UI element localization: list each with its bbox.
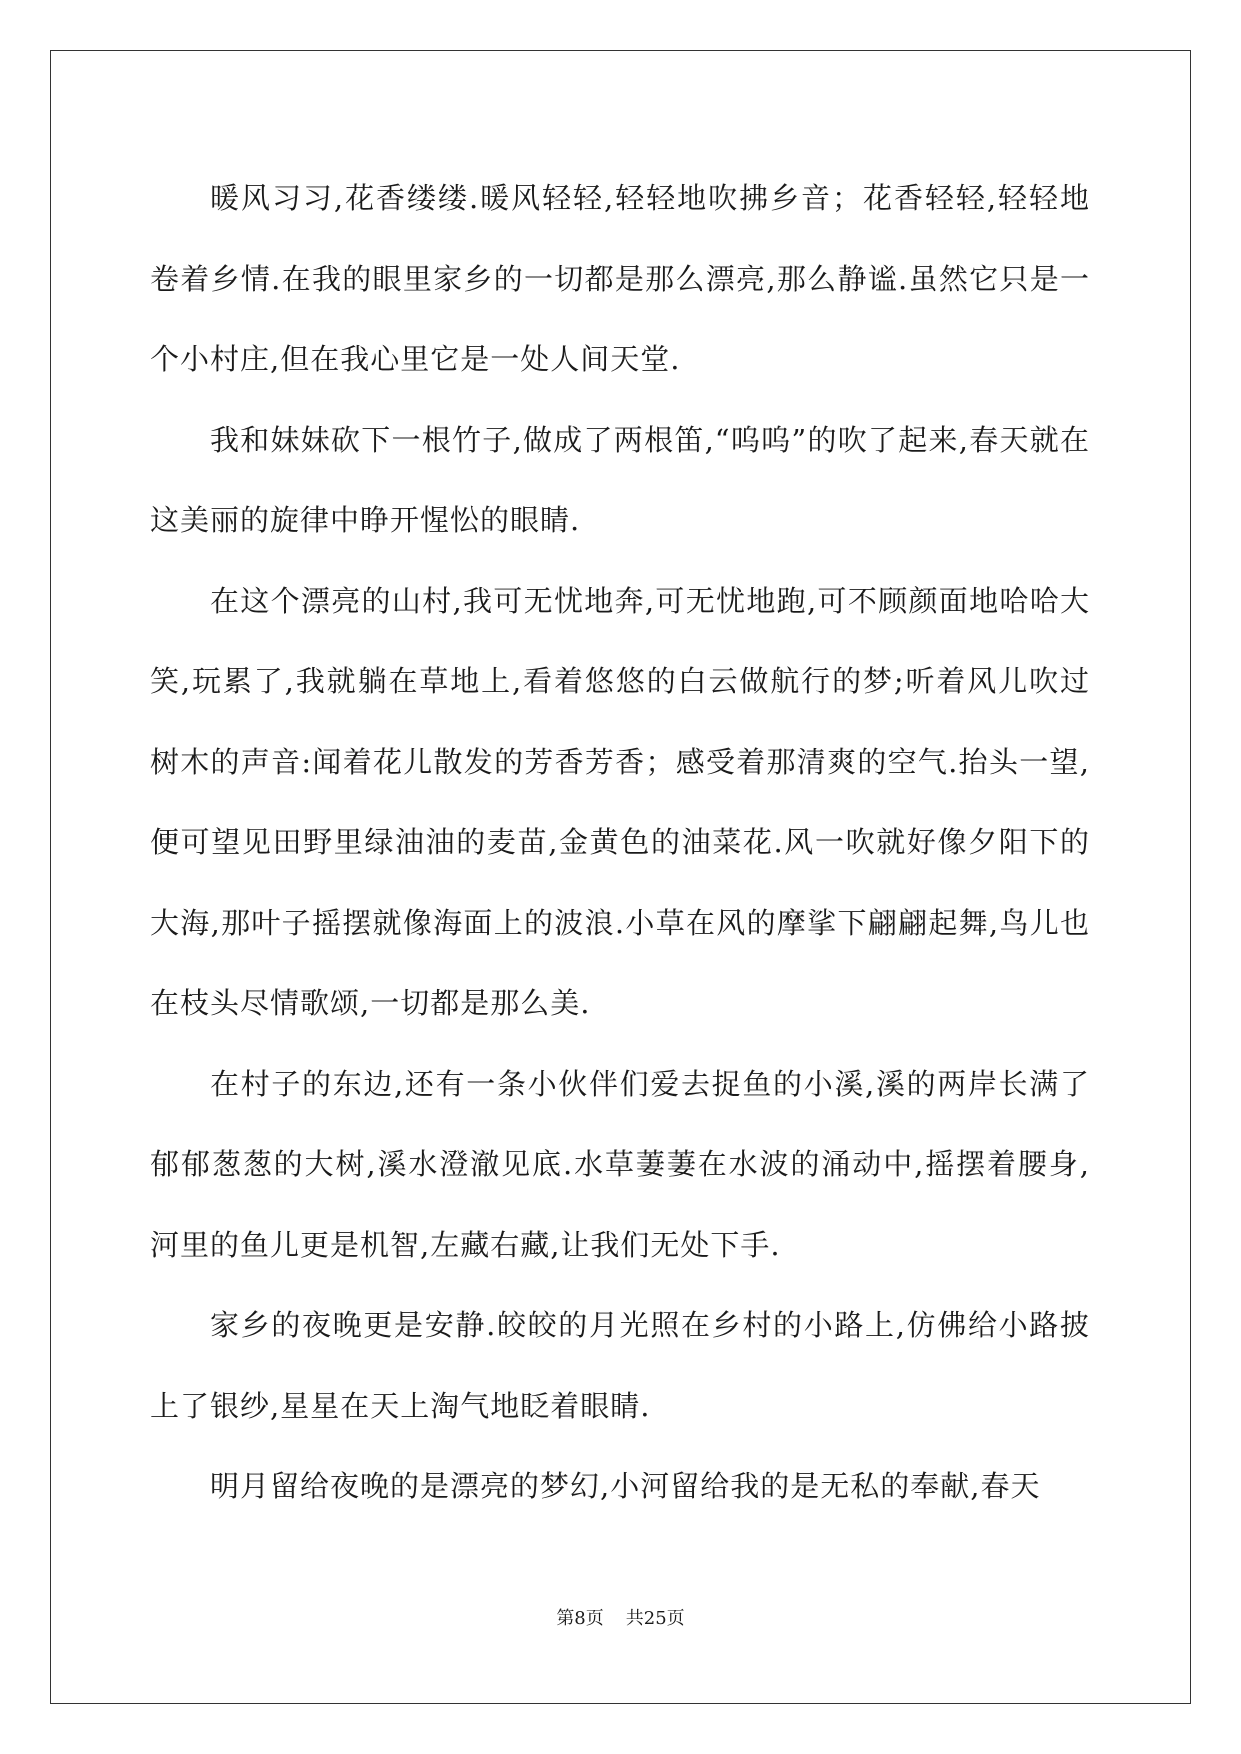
paragraph: 在这个漂亮的山村,我可无忧地奔,可无忧地跑,可不顾颜面地哈哈大笑,玩累了,我就躺在草地上,看着悠悠的白云做航行的梦;听着风儿吹过树木的声音:闻着花儿散发的芳香芳香；感受着那清爽的空气.抬头一望,便可望见田野里绿油油的麦苗,金黄色的油菜花.风一吹就好像夕阳下的大海,那叶子摇摆就像海面上的波浪.小草在风的摩挲下翩翩起舞,鸟儿也在枝头尽情歌颂,一切都是那么美.: [150, 583, 1090, 1020]
paragraph: 暖风习习,花香缕缕.暖风轻轻,轻轻地吹拂乡音；花香轻轻,轻轻地卷着乡情.在我的眼里家乡的一切都是那么漂亮,那么静谧.虽然它只是一个小村庄,但在我心里它是一处人间天堂.: [150, 181, 1090, 376]
paragraph: 在村子的东边,还有一条小伙伴们爱去捉鱼的小溪,溪的两岸长满了郁郁葱葱的大树,溪水澄澈见底.水草萋萋在水波的涌动中,摇摆着腰身,河里的鱼儿更是机智,左藏右藏,让我们无处下手.: [150, 1066, 1090, 1262]
paragraph: 我和妹妹砍下一根竹子,做成了两根笛,“呜呜”的吹了起来,春天就在这美丽的旋律中睁开惺忪的眼睛.: [150, 422, 1090, 537]
paragraph: 家乡的夜晚更是安静.皎皎的月光照在乡村的小路上,仿佛给小路披上了银纱,星星在天上淘气地眨着眼睛.: [150, 1308, 1090, 1423]
document-body: [150, 158, 1090, 1527]
page-number: 第8页: [556, 1608, 604, 1629]
page-footer: [0, 1604, 1241, 1630]
paragraph: 明月留给夜晚的是漂亮的梦幻,小河留给我的是无私的奉献,春天: [210, 1469, 1041, 1503]
page-total: 共25页: [625, 1608, 685, 1629]
